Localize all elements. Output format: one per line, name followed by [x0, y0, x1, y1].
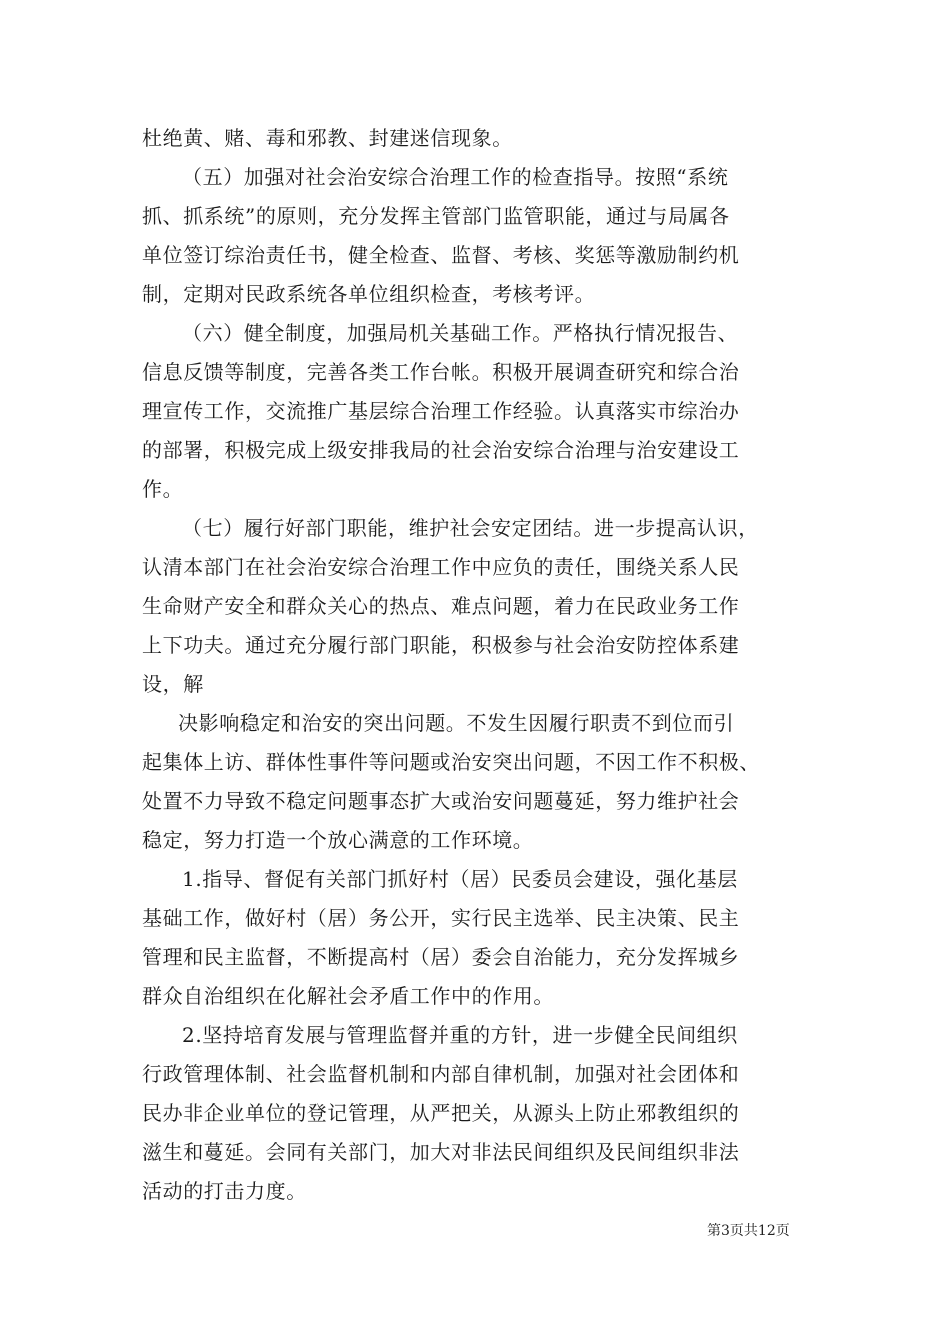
- text-line: 生命财产安全和群众关心的热点、难点问题，着力在民政业务工作: [142, 594, 740, 618]
- text-line: 稳定，努力打造一个放心满意的工作环境。: [142, 828, 534, 852]
- text-line: 2.坚持培育发展与管理监督并重的方针，进一步健全民间组织: [182, 1023, 738, 1047]
- text-line: 认清本部门在社会治安综合治理工作中应负的责任，围绕关系人民: [142, 555, 740, 579]
- text-line: （六）健全制度，加强局机关基础工作。严格执行情况报告、: [182, 321, 739, 345]
- text-line: 制，定期对民政系统各单位组织检查，考核考评。: [142, 282, 596, 306]
- text-line: 信息反馈等制度，完善各类工作台帐。积极开展调查研究和综合治: [142, 360, 740, 384]
- text-line: 抓、抓系统”的原则，充分发挥主管部门监管职能，通过与局属各: [142, 204, 730, 228]
- text-line: 起集体上访、群体性事件等问题或治安突出问题，不因工作不积极、: [142, 750, 760, 774]
- text-line: （七）履行好部门职能，维护社会安定团结。进一步提高认识，: [182, 516, 759, 540]
- text-line: 1.指导、督促有关部门抓好村（居）民委员会建设，强化基层: [182, 867, 738, 891]
- text-line: 上下功夫。通过充分履行部门职能，积极参与社会治安防控体系建: [142, 633, 740, 657]
- text-line: 滋生和蔓延。会同有关部门，加大对非法民间组织及民间组织非法: [142, 1140, 740, 1164]
- page-number-footer: 第3页共12页: [707, 1223, 790, 1239]
- text-line: 管理和民主监督，不断提高村（居）委会自治能力，充分发挥城乡: [142, 945, 740, 969]
- text-line: 杜绝黄、赌、毒和邪教、封建迷信现象。: [142, 126, 513, 150]
- text-line: 行政管理体制、社会监督机制和内部自律机制，加强对社会团体和: [142, 1062, 740, 1086]
- text-line: 的部署，积极完成上级安排我局的社会治安综合治理与治安建设工: [142, 438, 740, 462]
- text-line: 处置不力导致不稳定问题事态扩大或治安问题蔓延，努力维护社会: [142, 789, 740, 813]
- text-line: 民办非企业单位的登记管理，从严把关，从源头上防止邪教组织的: [142, 1101, 740, 1125]
- text-line: 设，解: [142, 672, 204, 696]
- text-line: 活动的打击力度。: [142, 1179, 307, 1203]
- text-line: 作。: [142, 477, 184, 501]
- text-line: 理宣传工作，交流推广基层综合治理工作经验。认真落实市综治办: [142, 399, 740, 423]
- text-line: 群众自治组织在化解社会矛盾工作中的作用。: [142, 984, 554, 1008]
- text-line: 决影响稳定和治安的突出问题。不发生因履行职责不到位而引: [178, 711, 735, 735]
- text-line: 单位签订综治责任书，健全检查、监督、考核、奖惩等激励制约机: [142, 243, 740, 267]
- text-line: 基础工作，做好村（居）务公开，实行民主选举、民主决策、民主: [142, 906, 740, 930]
- text-line: （五）加强对社会治安综合治理工作的检查指导。按照“系统: [182, 165, 729, 189]
